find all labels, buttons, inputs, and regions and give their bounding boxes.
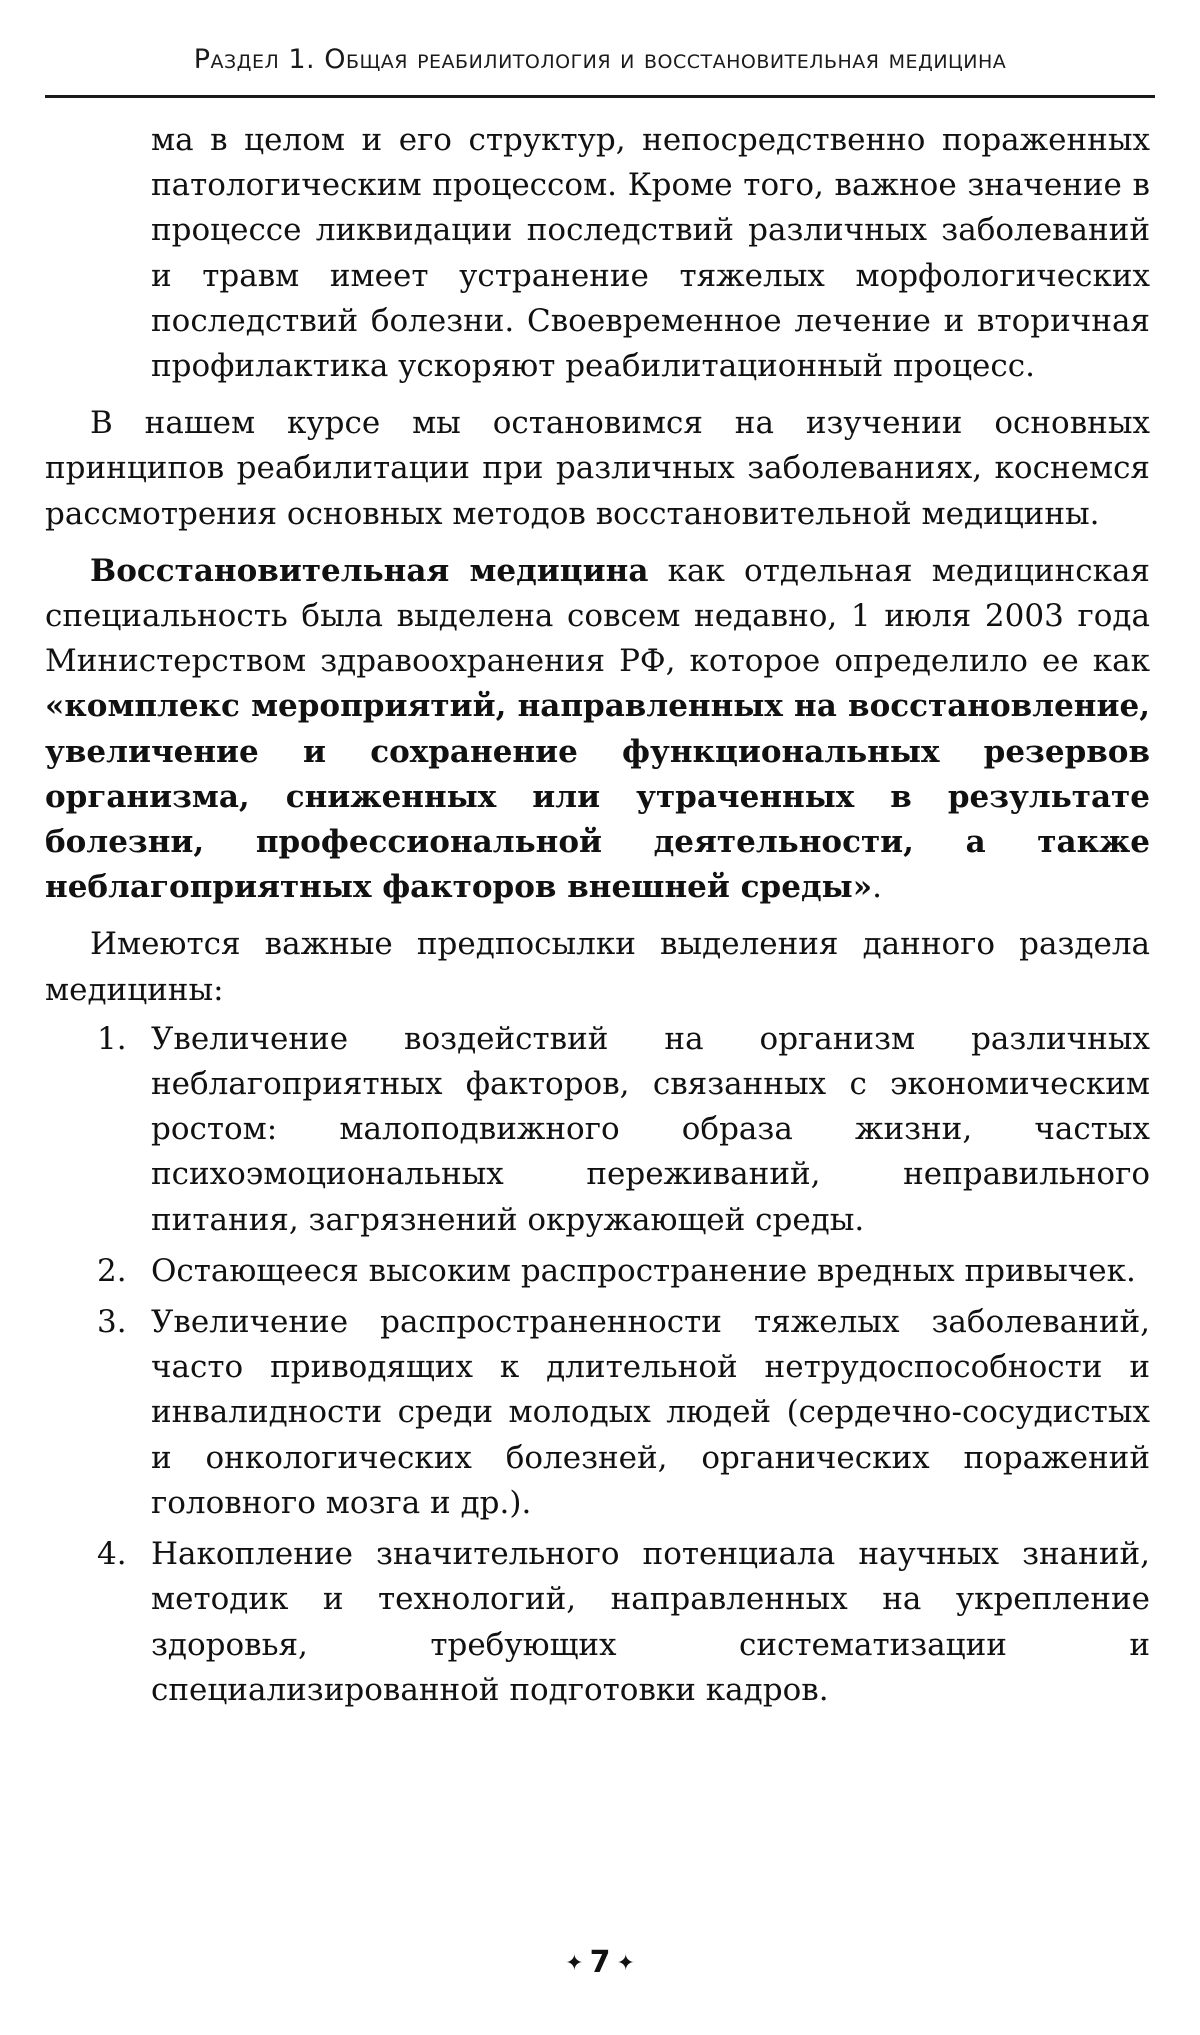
prerequisites-list [45, 1017, 1150, 1713]
page-number: 7 [589, 1945, 611, 1980]
continued-paragraph: ма в целом и его структур, непосредственно пораженных патологическим процессом. Кроме того, важное значение в процессе ликвидации последствий различных заболеваний и травм имеет устранение тяжелых морфологических последствий болезни. Своевременное лечение и вторичная профилактика ускоряют реабилитационный процесс. [151, 122, 1150, 385]
definition-end: . [872, 869, 882, 906]
list-item [45, 1017, 1150, 1243]
list-item-text: Увеличение распространенности тяжелых заболеваний, часто приводящих к длительной нетрудоспособности и инвалидности среди молодых людей (сердечно-сосудистых и онкологических болезней, органических поражений головного мозга и др.). [151, 1304, 1150, 1521]
list-item [45, 1300, 1150, 1526]
list-item-number: 2. [97, 1252, 127, 1289]
list-item [45, 1249, 1150, 1294]
list-item-number: 1. [97, 1020, 127, 1057]
list-item-text: Остающееся высоким распространение вредных привычек. [151, 1252, 1136, 1289]
definition-term: Восстановительная медицина [90, 552, 649, 589]
list-item-number: 4. [97, 1536, 127, 1573]
body-text [45, 118, 1150, 1719]
list-item-text: Накопление значительного потенциала научных знаний, методик и технологий, направленных на укрепление здоровья, требующих систематизации и специализированной подготовки кадров. [151, 1536, 1150, 1708]
list-item [45, 1532, 1150, 1713]
definition-paragraph [45, 549, 1150, 911]
list-item-number: 3. [97, 1304, 127, 1341]
header-rule [45, 95, 1155, 98]
page-number-footer [0, 1945, 1200, 1980]
diamond-left-icon: ✦ [565, 1951, 584, 1976]
definition-quote: «комплекс мероприятий, направленных на восстановление, увеличение и сохранение функциональных резервов организма, сниженных или утраченных в результате болезни, профессиональной деятельности, а также неблагоприятных факторов внешней среды» [45, 688, 1150, 906]
definition-middle: как отдельная медицинская специальность была выделена совсем недавно, 1 июля 2003 года Министерством здравоохранения РФ, которое определило ее как [45, 552, 1150, 680]
diamond-right-icon: ✦ [616, 1951, 635, 1976]
prerequisites-intro: Имеются важные предпосылки выделения данного раздела медицины: [45, 926, 1150, 1008]
course-intro-paragraph: В нашем курсе мы остановимся на изучении основных принципов реабилитации при различных заболеваниях, коснемся рассмотрения основных методов восстановительной медицины. [45, 405, 1150, 532]
list-item-text: Увеличение воздействий на организм различных неблагоприятных факторов, связанных с экономическим ростом: малоподвижного образа жизни, частых психоэмоциональных переживаний, неправильного питания, загрязнений окружающей среды. [151, 1020, 1150, 1238]
running-head: Раздел 1. Общая реабилитология и восстановительная медицина [193, 44, 1007, 75]
